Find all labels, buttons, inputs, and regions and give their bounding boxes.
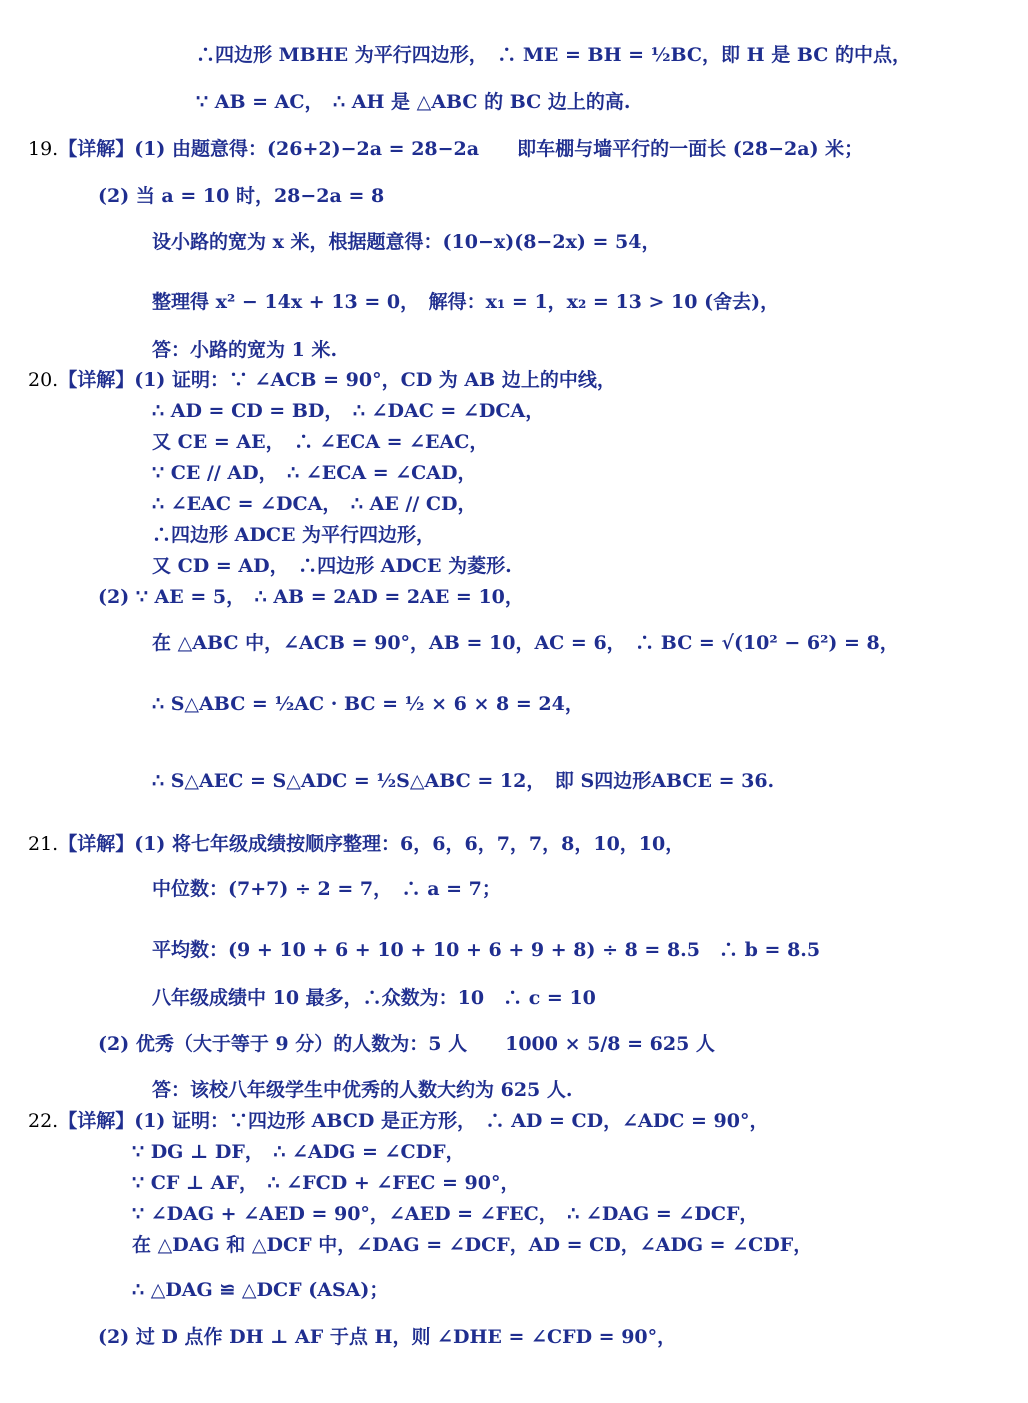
text-line: (2) 过 D 点作 DH ⊥ AF 于点 H，则 ∠DHE = ∠CFD = 90°， (98, 1326, 677, 1348)
text-line: 整理得 x² − 14x + 13 = 0， 解得：x₁ = 1，x₂ = 13 > 10 (舍去)， (152, 291, 780, 313)
text-line: ∴ AD = CD = BD， ∴ ∠DAC = ∠DCA， (152, 400, 545, 422)
question-line (28, 367, 616, 393)
text-line: ∵ DG ⊥ DF， ∴ ∠ADG = ∠CDF， (132, 1141, 465, 1163)
text-line: 在 △DAG 和 △DCF 中，∠DAG = ∠DCF，AD = CD，∠ADG = ∠CDF， (132, 1234, 813, 1256)
text-line: ∴四边形 ADCE 为平行四边形， (152, 524, 436, 546)
text-line: 答：该校八年级学生中优秀的人数大约为 625 人. (152, 1079, 573, 1101)
text-line: (2) 优秀（大于等于 9 分）的人数为：5 人 1000 × 5/8 = 625 人 (98, 1033, 715, 1055)
text-line: 又 CD = AD， ∴四边形 ADCE 为菱形. (152, 555, 512, 577)
text-line: (2) ∵ AE = 5， ∴ AB = 2AD = 2AE = 10， (98, 586, 524, 608)
text-line: 在 △ABC 中，∠ACB = 90°，AB = 10，AC = 6， ∴ BC = √(10² − 6²) = 8， (152, 632, 899, 654)
question-line (28, 1108, 768, 1134)
line-text: 【详解】(1) 由题意得：(26+2)−2a = 28−2a 即车棚与墙平行的一面长 (28−2a) 米； (58, 138, 864, 160)
line-text: 【详解】(1) 证明：∵四边形 ABCD 是正方形， ∴ AD = CD，∠ADC = 90°， (58, 1110, 769, 1132)
text-line: 中位数：(7+7) ÷ 2 = 7， ∴ a = 7； (152, 878, 501, 900)
text-line: ∴ S△AEC = S△ADC = ½S△ABC = 12， 即 S四边形ABCE = 36. (152, 770, 775, 792)
question-line (28, 136, 863, 162)
question-number: 22. (28, 1110, 59, 1132)
text-line: ∴ S△ABC = ½AC · BC = ½ × 6 × 8 = 24， (152, 693, 584, 715)
text-line: 答：小路的宽为 1 米. (152, 339, 338, 361)
line-text: 【详解】(1) 证明：∵ ∠ACB = 90°，CD 为 AB 边上的中线， (58, 369, 616, 391)
line-text: 【详解】(1) 将七年级成绩按顺序整理：6，6，6，7，7，8，10，10， (58, 833, 685, 855)
text-line: 平均数：(9 + 10 + 6 + 10 + 10 + 6 + 9 + 8) ÷ 8 = 8.5 ∴ b = 8.5 (152, 939, 821, 961)
question-number: 19. (28, 138, 59, 160)
text-line: ∴四边形 MBHE 为平行四边形， ∴ ME = BH = ½BC，即 H 是 BC 的中点， (196, 44, 911, 66)
text-line: ∵ ∠DAG + ∠AED = 90°，∠AED = ∠FEC， ∴ ∠DAG = ∠DCF， (132, 1203, 759, 1225)
question-number: 21. (28, 833, 59, 855)
question-number: 20. (28, 369, 59, 391)
text-line: (2) 当 a = 10 时，28−2a = 8 (98, 185, 385, 207)
text-line: 八年级成绩中 10 最多，∴众数为：10 ∴ c = 10 (152, 987, 596, 1009)
text-line: ∵ AB = AC， ∴ AH 是 △ABC 的 BC 边上的高. (196, 91, 631, 113)
text-line: ∴ ∠EAC = ∠DCA， ∴ AE // CD， (152, 493, 477, 515)
text-line: 又 CE = AE， ∴ ∠ECA = ∠EAC， (152, 431, 489, 453)
text-line: ∴ △DAG ≌ △DCF (ASA)； (132, 1279, 389, 1301)
text-line: ∵ CE // AD， ∴ ∠ECA = ∠CAD， (152, 462, 477, 484)
text-line: ∵ CF ⊥ AF， ∴ ∠FCD + ∠FEC = 90°， (132, 1172, 520, 1194)
question-line (28, 831, 684, 857)
text-line: 设小路的宽为 x 米，根据题意得：(10−x)(8−2x) = 54， (152, 231, 661, 253)
